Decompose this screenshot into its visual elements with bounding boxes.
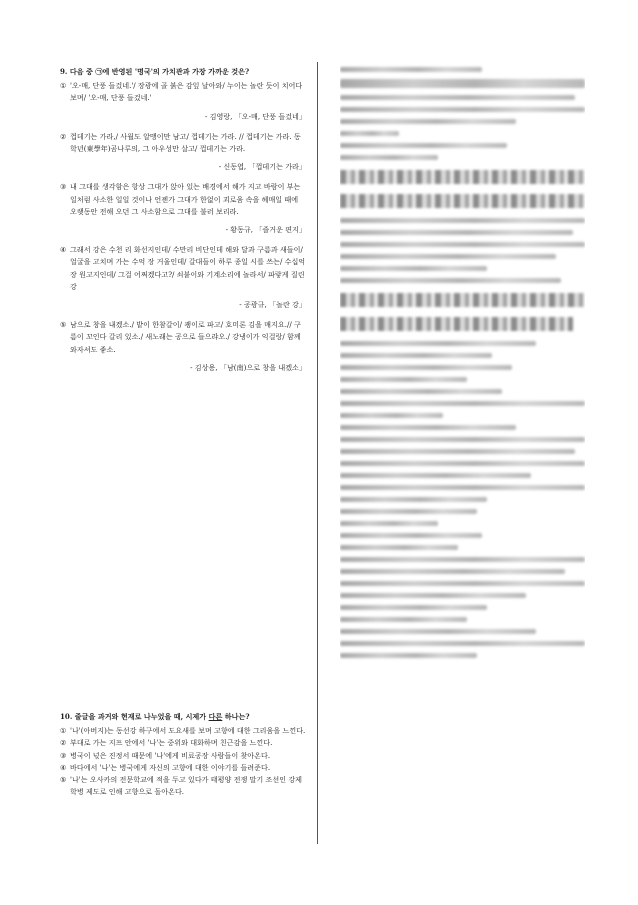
option-text: 바다에서 '나'는 병국에게 자신의 고향에 대한 이야기를 들려준다. [70, 762, 271, 772]
option-text: '나'(아버지)는 동선강 하구에서 도요새를 보며 고향에 대한 그리움을 느낀다. [70, 726, 306, 736]
title-underlined-word: 다른 [208, 712, 223, 721]
question-10 [60, 711, 306, 798]
q10-option-4[interactable] [60, 762, 306, 774]
option-source: - 김영랑, 「오-매, 단풍 들겄네」 [204, 111, 306, 121]
q9-option-4[interactable] [60, 244, 306, 293]
q10-option-5[interactable] [60, 774, 306, 798]
option-number: ⑤ [60, 320, 67, 330]
q10-option-3[interactable] [60, 750, 306, 762]
question-9 [60, 66, 306, 382]
option-text: '오-매, 단풍 들겄네.'/ 장광에 골 붉은 감잎 날아와/ 누이는 놀란 듯이 치어다보며/ '오-매, 단풍 들겄네.' [70, 81, 303, 103]
option-source: - 신동엽, 「껍데기는 가라」 [218, 162, 306, 172]
option-text: 껍데기는 가라,/ 사월도 알맹이만 남고/ 껍데기는 가라. // 껍데기는 가라. 동학년(東學年)곰나루의, 그 아우성만 살고/ 껍데기는 가라. [70, 131, 301, 154]
option-number: ② [60, 738, 67, 748]
q10-option-2[interactable] [60, 737, 306, 749]
option-source: - 공광규, 「놀란 강」 [239, 300, 306, 310]
option-number: ④ [60, 245, 67, 255]
q9-option-1[interactable] [60, 80, 306, 104]
option-number: ② [60, 131, 67, 141]
title-prefix: 10. 줄글을 과거와 현재로 나누었을 때, 시제가 [60, 712, 209, 721]
option-text: 병국이 넋은 진정서 때문에 '나'에게 비료공장 사람들이 찾아온다. [70, 750, 271, 760]
option-text: 부대로 가는 지프 안에서 '나'는 중위와 대화하며 친근감을 느낀다. [70, 738, 273, 748]
option-number: ⑤ [60, 775, 67, 785]
option-text: 남으로 창을 내겠소./ 밭이 한참갈이/ 괭이로 파고/ 호미론 김을 매지요.// 구름이 꼬인다 갈리 있소./ 새노래는 공으로 들으랴오./ 강냉이가 익걸랑/ 함께 와자셔도 좋소. [70, 320, 301, 354]
option-number: ③ [60, 182, 67, 192]
column-divider [317, 62, 318, 844]
option-number: ④ [60, 762, 67, 772]
question-9-title: 9. 다음 중 ㉠에 반영된 '명국'의 가치관과 가장 가까운 것은? [60, 67, 250, 76]
option-text: 내 그대를 생각함은 항상 그대가 앉아 있는 배경에서 해가 지고 바람이 부는 일처럼 사소한 일일 것이나 언젠가 그대가 한없이 괴로움 속을 헤매일 때에 오랫동안 전해 오던 그 사소함으로 그대를 불러 보리라. [70, 182, 301, 216]
q9-option-3[interactable] [60, 181, 306, 218]
q10-option-1[interactable] [60, 725, 306, 737]
option-number: ① [60, 726, 67, 736]
q9-option-5[interactable] [60, 319, 306, 356]
option-number: ① [60, 81, 67, 91]
option-source: - 김상용, 「남(南)으로 창을 내겠소」 [190, 362, 306, 372]
question-10-title [60, 711, 306, 723]
option-source: - 황동규, 「즐거운 편지」 [225, 225, 306, 235]
option-number: ③ [60, 750, 67, 760]
blurred-answer-column [340, 60, 585, 850]
q9-option-2[interactable] [60, 131, 306, 155]
option-text: 그래서 강은 수천 리 화선지인데/ 수만리 비단인데 해와 달과 구름과 새들이/ 얼굴을 고치며 가는 수억 장 거울인데/ 갈대들이 하루 종일 시를 쓰는/ 수십억 장 원고지인데/ 그걸 어쩌겠다고?/ 쇠붙이와 기계소리에 놀라서/ 파랗게 질린 강 [70, 245, 306, 291]
title-suffix: 하나는? [222, 712, 250, 721]
option-text: '나'는 오사카의 전문학교에 적을 두고 있다가 태평양 전쟁 말기 조선인 강제 학병 제도로 인해 고향으로 돌아온다. [70, 775, 303, 797]
